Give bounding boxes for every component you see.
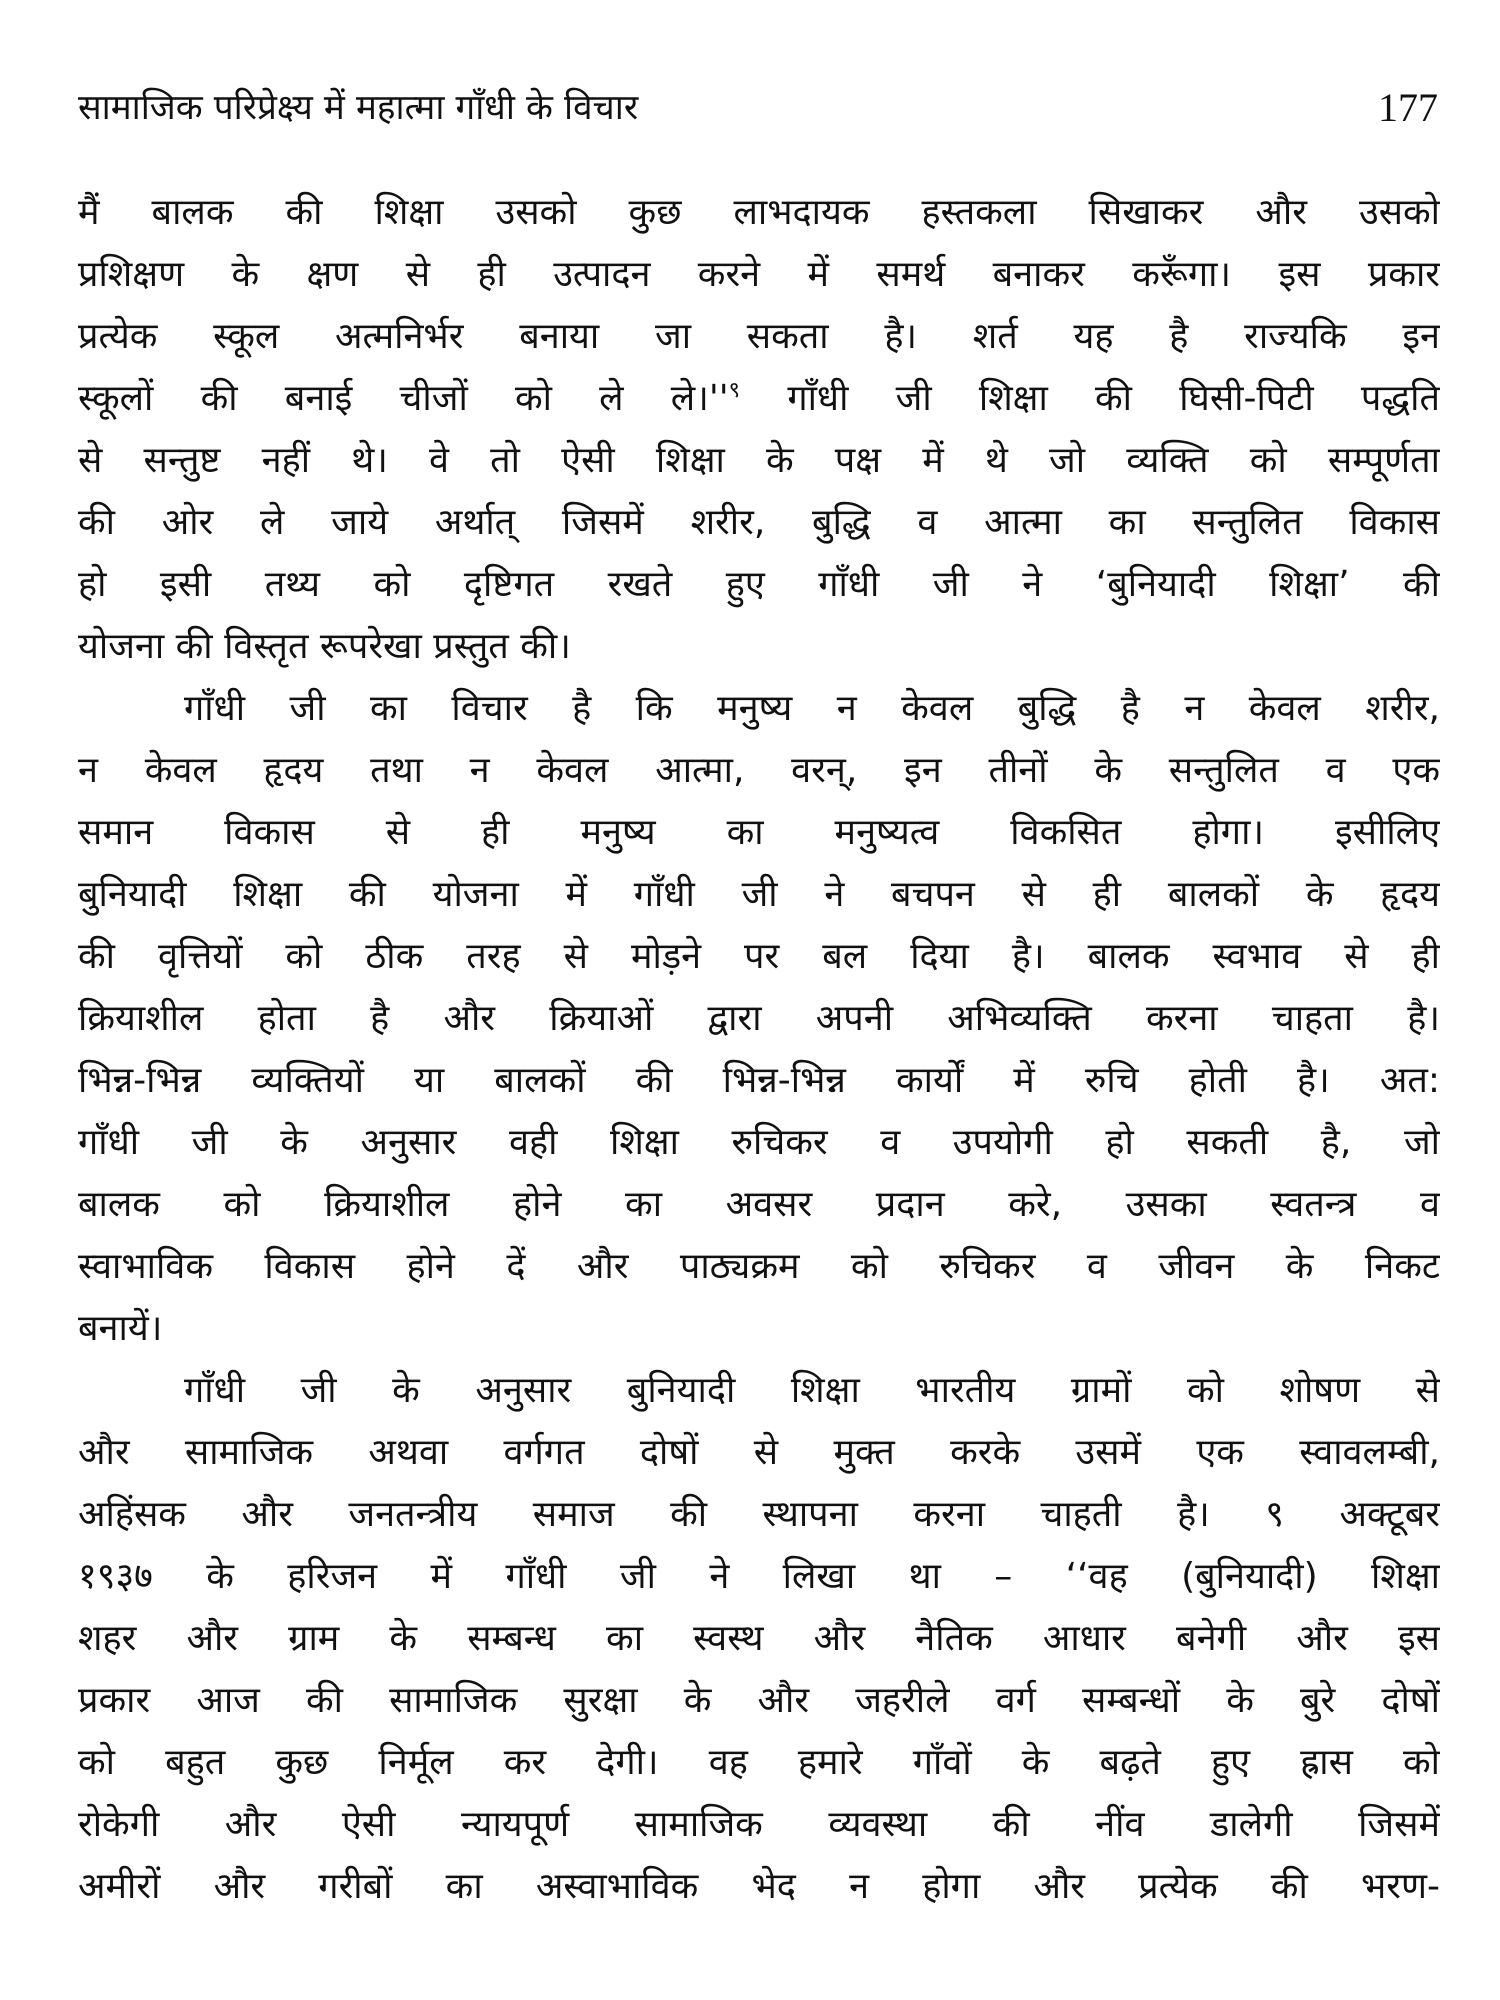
body-text: [78, 182, 1440, 1918]
text-line: अमीरों और गरीबों का अस्वाभाविक भेद न होगा और प्रत्येक की भरण-: [78, 1866, 1440, 1907]
text-line: स्वाभाविक विकास होने दें और पाठ्यक्रम को रुचिकर व जीवन के निकट: [78, 1246, 1440, 1287]
text-line: गाँधी जी के अनुसार बुनियादी शिक्षा भारतीय ग्रामों को शोषण से: [184, 1370, 1440, 1411]
text-line: रोकेगी और ऐसी न्यायपूर्ण सामाजिक व्यवस्था की नींव डालेगी जिसमें: [78, 1804, 1440, 1845]
text-line: भिन्न-भिन्न व्यक्तियों या बालकों की भिन्न-भिन्न कार्यों में रुचि होती है। अत:: [78, 1060, 1440, 1101]
text-line: बुनियादी शिक्षा की योजना में गाँधी जी ने बचपन से ही बालकों के हृदय: [78, 874, 1440, 915]
text-line: मैं बालक की शिक्षा उसको कुछ लाभदायक हस्तकला सिखाकर और उसको: [78, 192, 1440, 233]
quote-end-text: स्कूलों की बनाई चीजों को ले ले।'': [78, 378, 729, 419]
text-line: की ओर ले जाये अर्थात् जिसमें शरीर, बुद्धि व आत्मा का सन्तुलित विकास: [78, 502, 1440, 543]
text-line: और सामाजिक अथवा वर्गगत दोषों से मुक्त करके उसमें एक स्वावलम्बी,: [78, 1432, 1440, 1473]
text-line: बनायें।: [78, 1308, 163, 1349]
text-line: अहिंसक और जनतन्त्रीय समाज की स्थापना करना चाहती है। ९ अक्टूबर: [78, 1494, 1440, 1535]
text-line: बालक को क्रियाशील होने का अवसर प्रदान करे, उसका स्वतन्त्र व: [78, 1184, 1440, 1225]
running-title: सामाजिक परिप्रेक्ष्य में महात्मा गाँधी के विचार: [78, 88, 639, 128]
text-line: योजना की विस्तृत रूपरेखा प्रस्तुत की।: [78, 626, 571, 667]
page-header: [78, 78, 1438, 138]
text-line: को बहुत कुछ निर्मूल कर देगी। वह हमारे गाँवों के बढ़ते हुए ह्रास को: [78, 1742, 1440, 1783]
text-line: प्रत्येक स्कूल अत्मनिर्भर बनाया जा सकता है। शर्त यह है राज्यकि इन: [78, 316, 1440, 357]
text-line: से सन्तुष्ट नहीं थे। वे तो ऐसी शिक्षा के पक्ष में थे जो व्यक्ति को सम्पूर्णता: [78, 440, 1440, 481]
text-line: हो इसी तथ्य को दृष्टिगत रखते हुए गाँधी जी ने ‘बुनियादी शिक्षा’ की: [78, 564, 1440, 605]
paragraph-3: [78, 1360, 1440, 1918]
text-line: न केवल हृदय तथा न केवल आत्मा, वरन्, इन तीनों के सन्तुलित व एक: [78, 750, 1440, 791]
text-line: गाँधी जी के अनुसार वही शिक्षा रुचिकर व उपयोगी हो सकती है, जो: [78, 1122, 1440, 1163]
footnote-marker: ९: [728, 378, 741, 403]
text-line: की वृत्तियों को ठीक तरह से मोड़ने पर बल दिया है। बालक स्वभाव से ही: [78, 936, 1440, 977]
text-line: शहर और ग्राम के सम्बन्ध का स्वस्थ और नैतिक आधार बनेगी और इस: [78, 1618, 1440, 1659]
sentence-continuation: गाँधी जी शिक्षा की घिसी-पिटी पद्धति: [787, 378, 1440, 419]
text-line: प्रकार आज की सामाजिक सुरक्षा के और जहरीले वर्ग सम्बन्धों के बुरे दोषों: [78, 1680, 1440, 1721]
text-line: गाँधी जी का विचार है कि मनुष्य न केवल बुद्धि है न केवल शरीर,: [184, 688, 1440, 729]
paragraph-1: [78, 182, 1440, 678]
paragraph-2: [78, 678, 1440, 1360]
text-line-with-footnote: [78, 368, 1440, 430]
text-line: समान विकास से ही मनुष्य का मनुष्यत्व विकसित होगा। इसीलिए: [78, 812, 1440, 853]
text-line: क्रियाशील होता है और क्रियाओं द्वारा अपनी अभिव्यक्ति करना चाहता है।: [78, 998, 1440, 1039]
text-line: प्रशिक्षण के क्षण से ही उत्पादन करने में समर्थ बनाकर करूँगा। इस प्रकार: [78, 254, 1440, 295]
text-line: १९३७ के हरिजन में गाँधी जी ने लिखा था – ‘‘वह (बुनियादी) शिक्षा: [78, 1556, 1440, 1597]
page-number: 177: [1378, 85, 1438, 130]
